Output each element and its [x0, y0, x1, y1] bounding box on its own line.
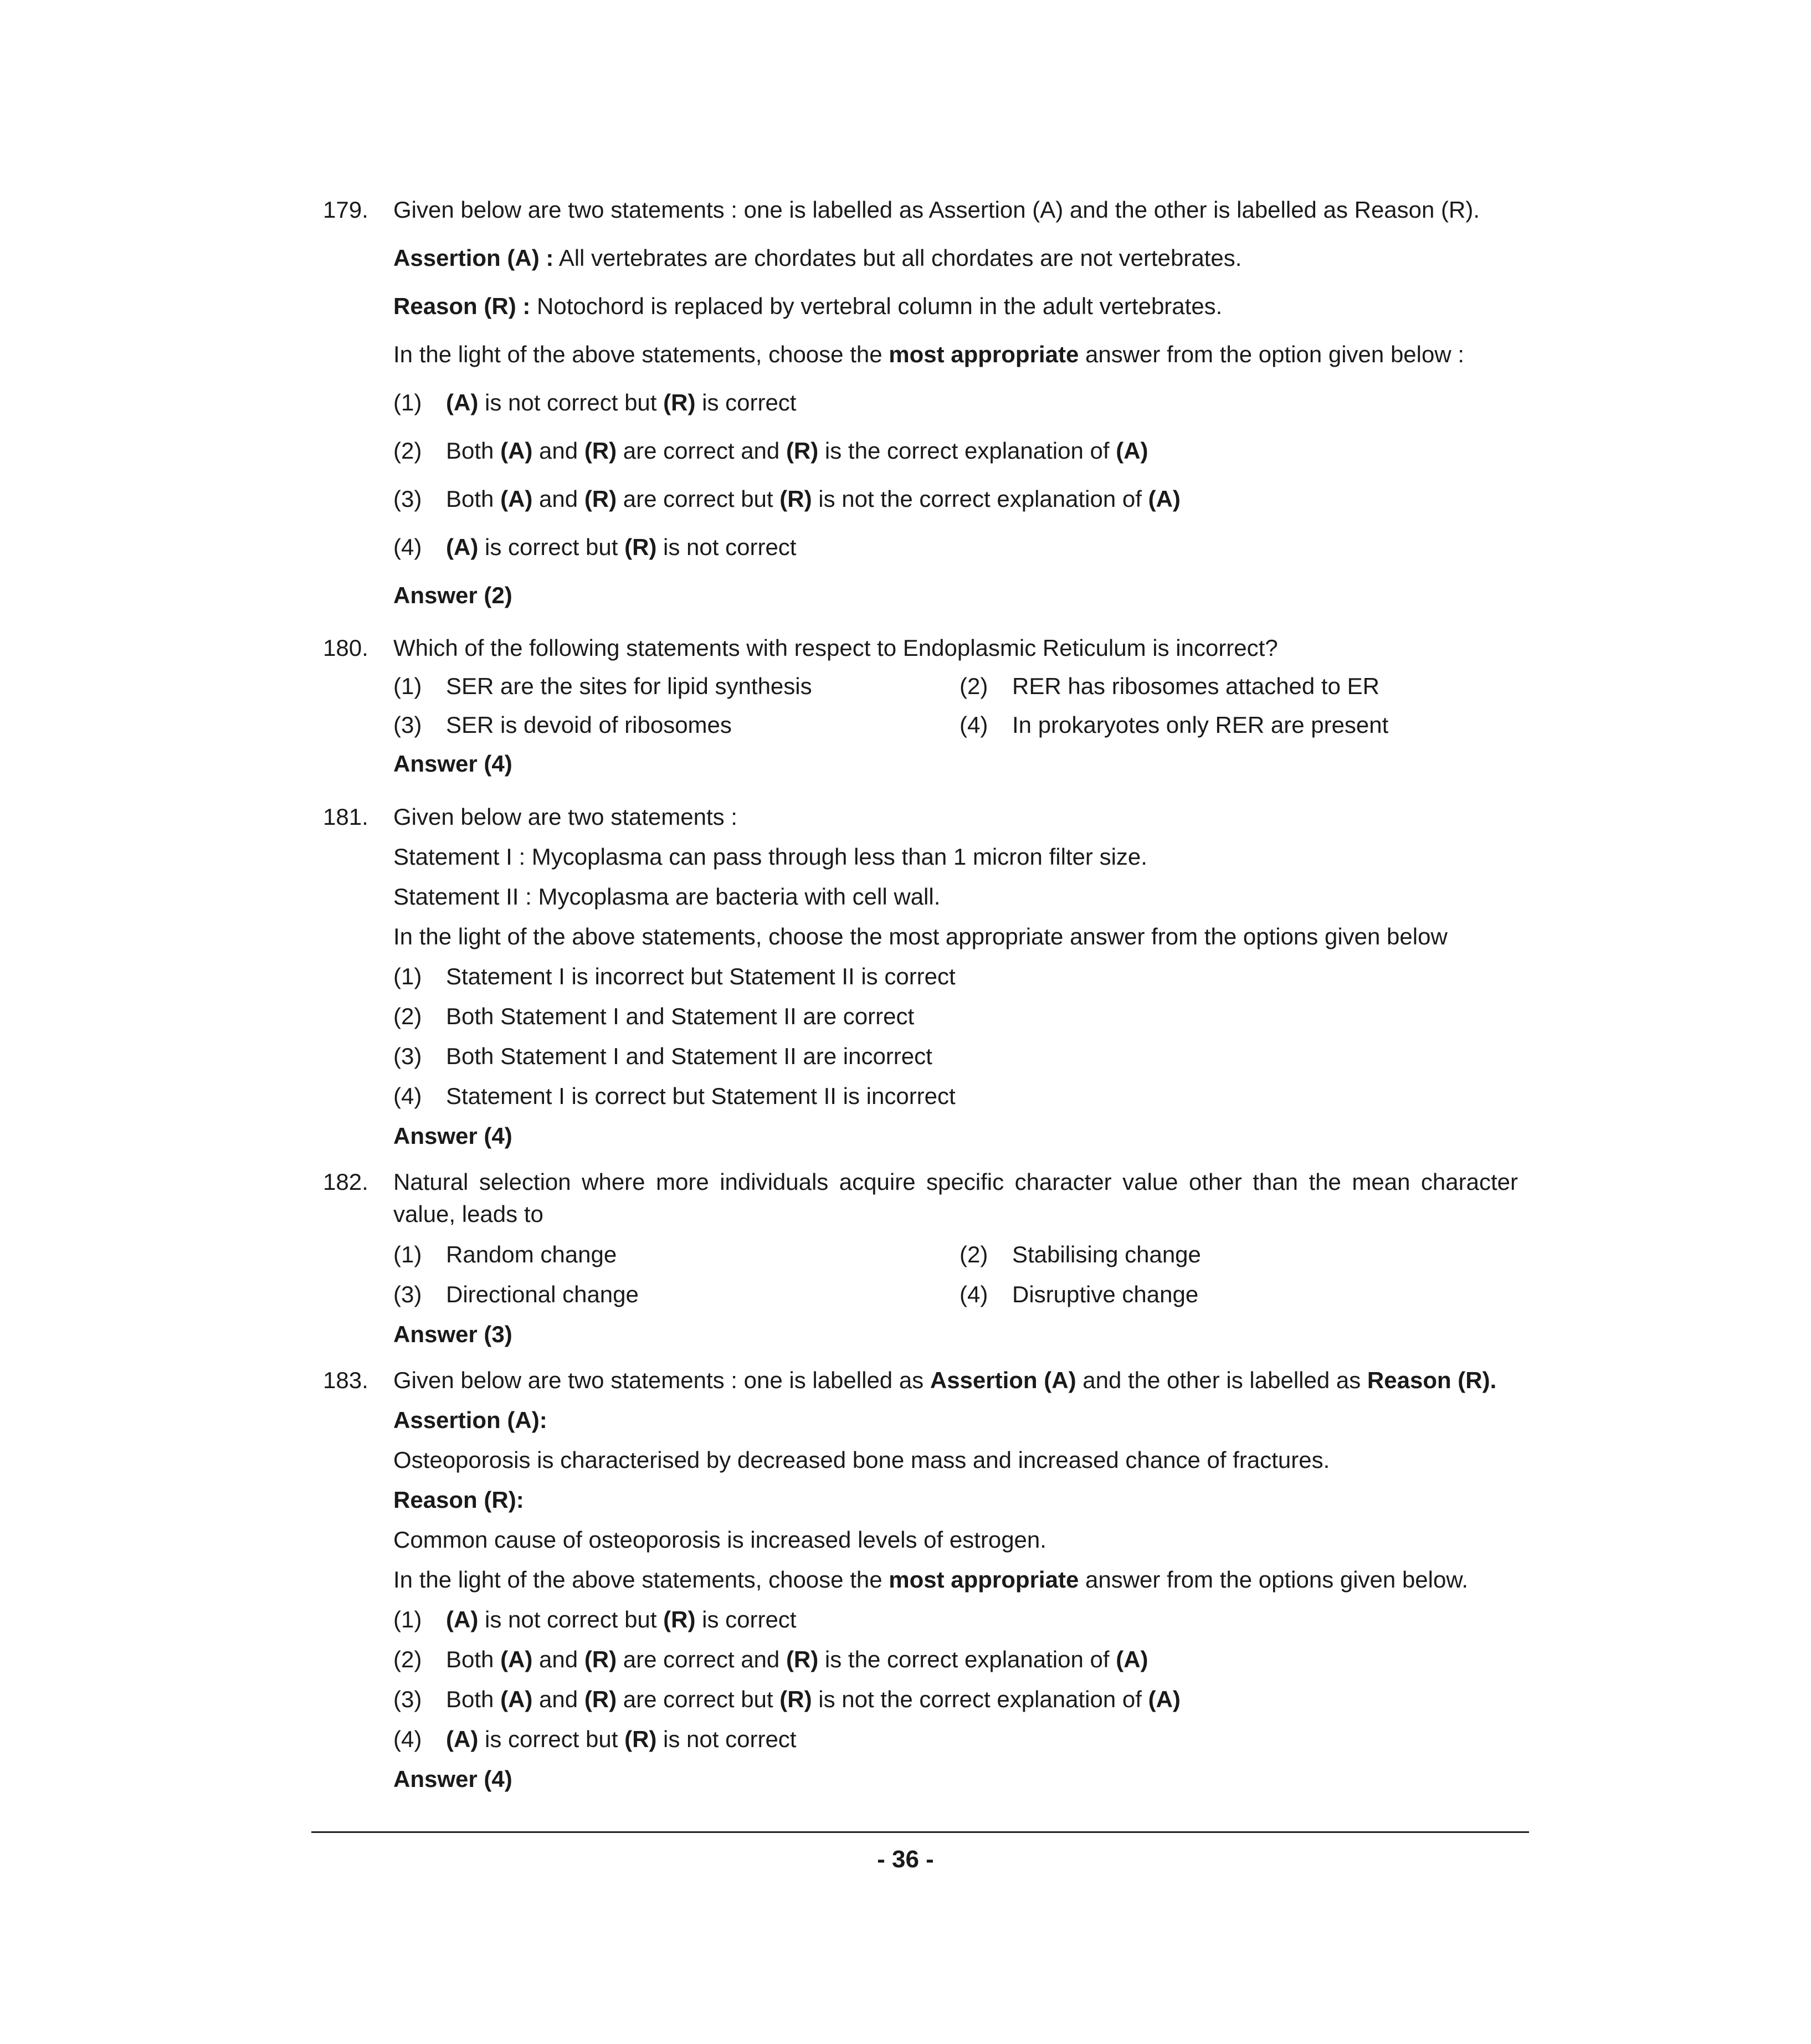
option-term-bold: (R) — [584, 486, 617, 512]
option-text-part: is the correct explanation of — [818, 1646, 1116, 1672]
assertion-label: Assertion (A): — [393, 1407, 547, 1433]
stem-text: Given below are two statements : one is labelled as — [393, 1367, 930, 1393]
option-text: SER is devoid of ribosomes — [446, 712, 732, 738]
option-text: Directional change — [446, 1281, 639, 1307]
option-text: Both Statement I and Statement II are correct — [446, 1003, 915, 1029]
option-text-part: is not the correct explanation of — [812, 486, 1148, 512]
option-text — [446, 531, 796, 563]
option-text — [446, 483, 1181, 515]
option-term-bold: (A) — [446, 389, 479, 415]
stem-text-mid: and the other is labelled as — [1076, 1367, 1367, 1393]
option-term-bold: (A) — [1148, 486, 1181, 512]
option-text — [446, 1683, 1181, 1716]
option-number: (4) — [960, 712, 988, 738]
option-number: (1) — [393, 389, 422, 415]
reason-text: Notochord is replaced by vertebral column in the adult vertebrates. — [530, 293, 1223, 319]
instruction-text-end: answer from the option given below : — [1079, 341, 1465, 367]
assertion-line — [393, 242, 1241, 274]
option-number: (1) — [393, 1606, 422, 1632]
page-number: - 36 - — [877, 1846, 934, 1873]
option-term-bold: (A) — [1148, 1686, 1181, 1712]
option-term-bold: (A) — [446, 1606, 479, 1632]
option-text-part: are correct and — [617, 1646, 786, 1672]
option-number: (3) — [393, 1043, 422, 1069]
option-term-bold: (R) — [779, 486, 812, 512]
option-number: (4) — [960, 1281, 988, 1307]
option-text: Both Statement I and Statement II are incorrect — [446, 1043, 932, 1069]
option-number: (2) — [960, 1241, 988, 1267]
option-number: (2) — [393, 1646, 422, 1672]
option-text — [446, 1604, 796, 1636]
option-text-part: is not correct — [656, 1726, 797, 1752]
option-text-part: Both — [446, 1646, 501, 1672]
option-number: (4) — [393, 1726, 422, 1752]
instruction-line: In the light of the above statements, choose the most appropriate answer from the options given below — [393, 923, 1448, 949]
option-text-part: are correct and — [617, 438, 786, 464]
answer-label: Answer (3) — [393, 1321, 512, 1347]
option-term-bold: (A) — [500, 486, 533, 512]
option-text: In prokaryotes only RER are present — [1012, 712, 1389, 738]
option-number: (1) — [393, 1241, 422, 1267]
reason-line — [393, 290, 1222, 322]
question-stem — [393, 1364, 1496, 1396]
option-text — [446, 387, 796, 419]
answer-label: Answer (2) — [393, 582, 512, 608]
option-number: (4) — [393, 1083, 422, 1109]
instruction-emphasis: most appropriate — [889, 1567, 1079, 1593]
stem-assertion-term: Assertion (A) — [930, 1367, 1076, 1393]
option-text: SER are the sites for lipid synthesis — [446, 673, 812, 699]
option-term-bold: (R) — [624, 534, 657, 560]
option-term-bold: (A) — [500, 1686, 533, 1712]
question-stem: Given below are two statements : — [393, 804, 737, 830]
question-stem: Given below are two statements : one is labelled as Assertion (A) and the other is labelled as Reason (R). — [393, 197, 1480, 223]
option-text: Disruptive change — [1012, 1281, 1199, 1307]
option-term-bold: (R) — [584, 438, 617, 464]
option-term-bold: (R) — [786, 438, 819, 464]
option-text: RER has ribosomes attached to ER — [1012, 673, 1379, 699]
option-text-part: is not correct but — [478, 389, 664, 415]
question-number: 182. — [323, 1169, 368, 1195]
option-number: (2) — [393, 438, 422, 464]
option-text-part: is not correct — [656, 534, 797, 560]
question-number: 181. — [323, 804, 368, 830]
option-number: (1) — [393, 963, 422, 989]
statement-2: Statement II : Mycoplasma are bacteria with cell wall. — [393, 884, 941, 910]
stem-reason-term: Reason (R). — [1367, 1367, 1497, 1393]
option-term-bold: (R) — [624, 1726, 657, 1752]
option-number: (2) — [960, 673, 988, 699]
option-term-bold: (A) — [446, 534, 479, 560]
reason-label: Reason (R): — [393, 1487, 524, 1513]
statement-1: Statement I : Mycoplasma can pass through less than 1 micron filter size. — [393, 844, 1147, 870]
reason-label: Reason (R) : — [393, 293, 531, 319]
option-text-part: and — [532, 1646, 584, 1672]
option-text-part: is not correct but — [478, 1606, 664, 1632]
option-text-part: and — [532, 1686, 584, 1712]
assertion-text: Osteoporosis is characterised by decreased bone mass and increased chance of fractures. — [393, 1447, 1330, 1473]
option-text-part: is correct but — [478, 1726, 625, 1752]
option-text-part: is correct but — [478, 534, 625, 560]
option-text — [446, 1644, 1148, 1676]
option-text-part: are correct but — [617, 486, 780, 512]
instruction-text-end: answer from the options given below. — [1079, 1567, 1469, 1593]
option-number: (3) — [393, 1686, 422, 1712]
option-text — [446, 1723, 796, 1755]
instruction-text: In the light of the above statements, choose the — [393, 1567, 889, 1593]
option-number: (4) — [393, 534, 422, 560]
option-text: Stabilising change — [1012, 1241, 1201, 1267]
option-number: (2) — [393, 1003, 422, 1029]
option-text: Random change — [446, 1241, 617, 1267]
option-term-bold: (A) — [500, 1646, 533, 1672]
option-term-bold: (R) — [584, 1646, 617, 1672]
option-text-part: are correct but — [617, 1686, 780, 1712]
assertion-label: Assertion (A) : — [393, 245, 554, 271]
question-stem: Which of the following statements with respect to Endoplasmic Reticulum is incorrect? — [393, 635, 1278, 661]
option-number: (3) — [393, 712, 422, 738]
instruction-text: In the light of the above statements, choose the — [393, 341, 889, 367]
option-text-part: Both — [446, 486, 501, 512]
option-term-bold: (R) — [786, 1646, 819, 1672]
option-text: Statement I is correct but Statement II is incorrect — [446, 1083, 956, 1109]
option-text — [446, 435, 1148, 467]
answer-label: Answer (4) — [393, 1766, 512, 1792]
question-stem: Natural selection where more individuals acquire specific character value other than the mean character value, leads to — [393, 1169, 1518, 1227]
option-text-part: and — [532, 438, 584, 464]
option-text-part: and — [532, 486, 584, 512]
footer-divider — [311, 1831, 1529, 1833]
option-text-part: is correct — [695, 389, 797, 415]
option-term-bold: (R) — [779, 1686, 812, 1712]
option-text-part: is the correct explanation of — [818, 438, 1116, 464]
instruction-emphasis: most appropriate — [889, 341, 1079, 367]
option-number: (3) — [393, 1281, 422, 1307]
option-term-bold: (R) — [584, 1686, 617, 1712]
option-term-bold: (R) — [663, 389, 696, 415]
instruction-line — [393, 338, 1464, 371]
option-text-part: Both — [446, 1686, 501, 1712]
assertion-text: All vertebrates are chordates but all chordates are not vertebrates. — [553, 245, 1242, 271]
option-number: (3) — [393, 486, 422, 512]
option-text-part: Both — [446, 438, 501, 464]
option-number: (1) — [393, 673, 422, 699]
option-term-bold: (A) — [500, 438, 533, 464]
option-text-part: is correct — [695, 1606, 797, 1632]
question-number: 180. — [323, 635, 368, 661]
reason-text: Common cause of osteoporosis is increased levels of estrogen. — [393, 1527, 1046, 1553]
question-number: 179. — [323, 197, 368, 223]
option-term-bold: (R) — [663, 1606, 696, 1632]
question-number: 183. — [323, 1367, 368, 1393]
option-term-bold: (A) — [1116, 1646, 1148, 1672]
answer-label: Answer (4) — [393, 751, 512, 777]
option-term-bold: (A) — [1116, 438, 1148, 464]
answer-label: Answer (4) — [393, 1123, 512, 1149]
option-text-part: is not the correct explanation of — [812, 1686, 1148, 1712]
option-text: Statement I is incorrect but Statement II is correct — [446, 963, 956, 989]
instruction-line — [393, 1564, 1468, 1596]
option-term-bold: (A) — [446, 1726, 479, 1752]
